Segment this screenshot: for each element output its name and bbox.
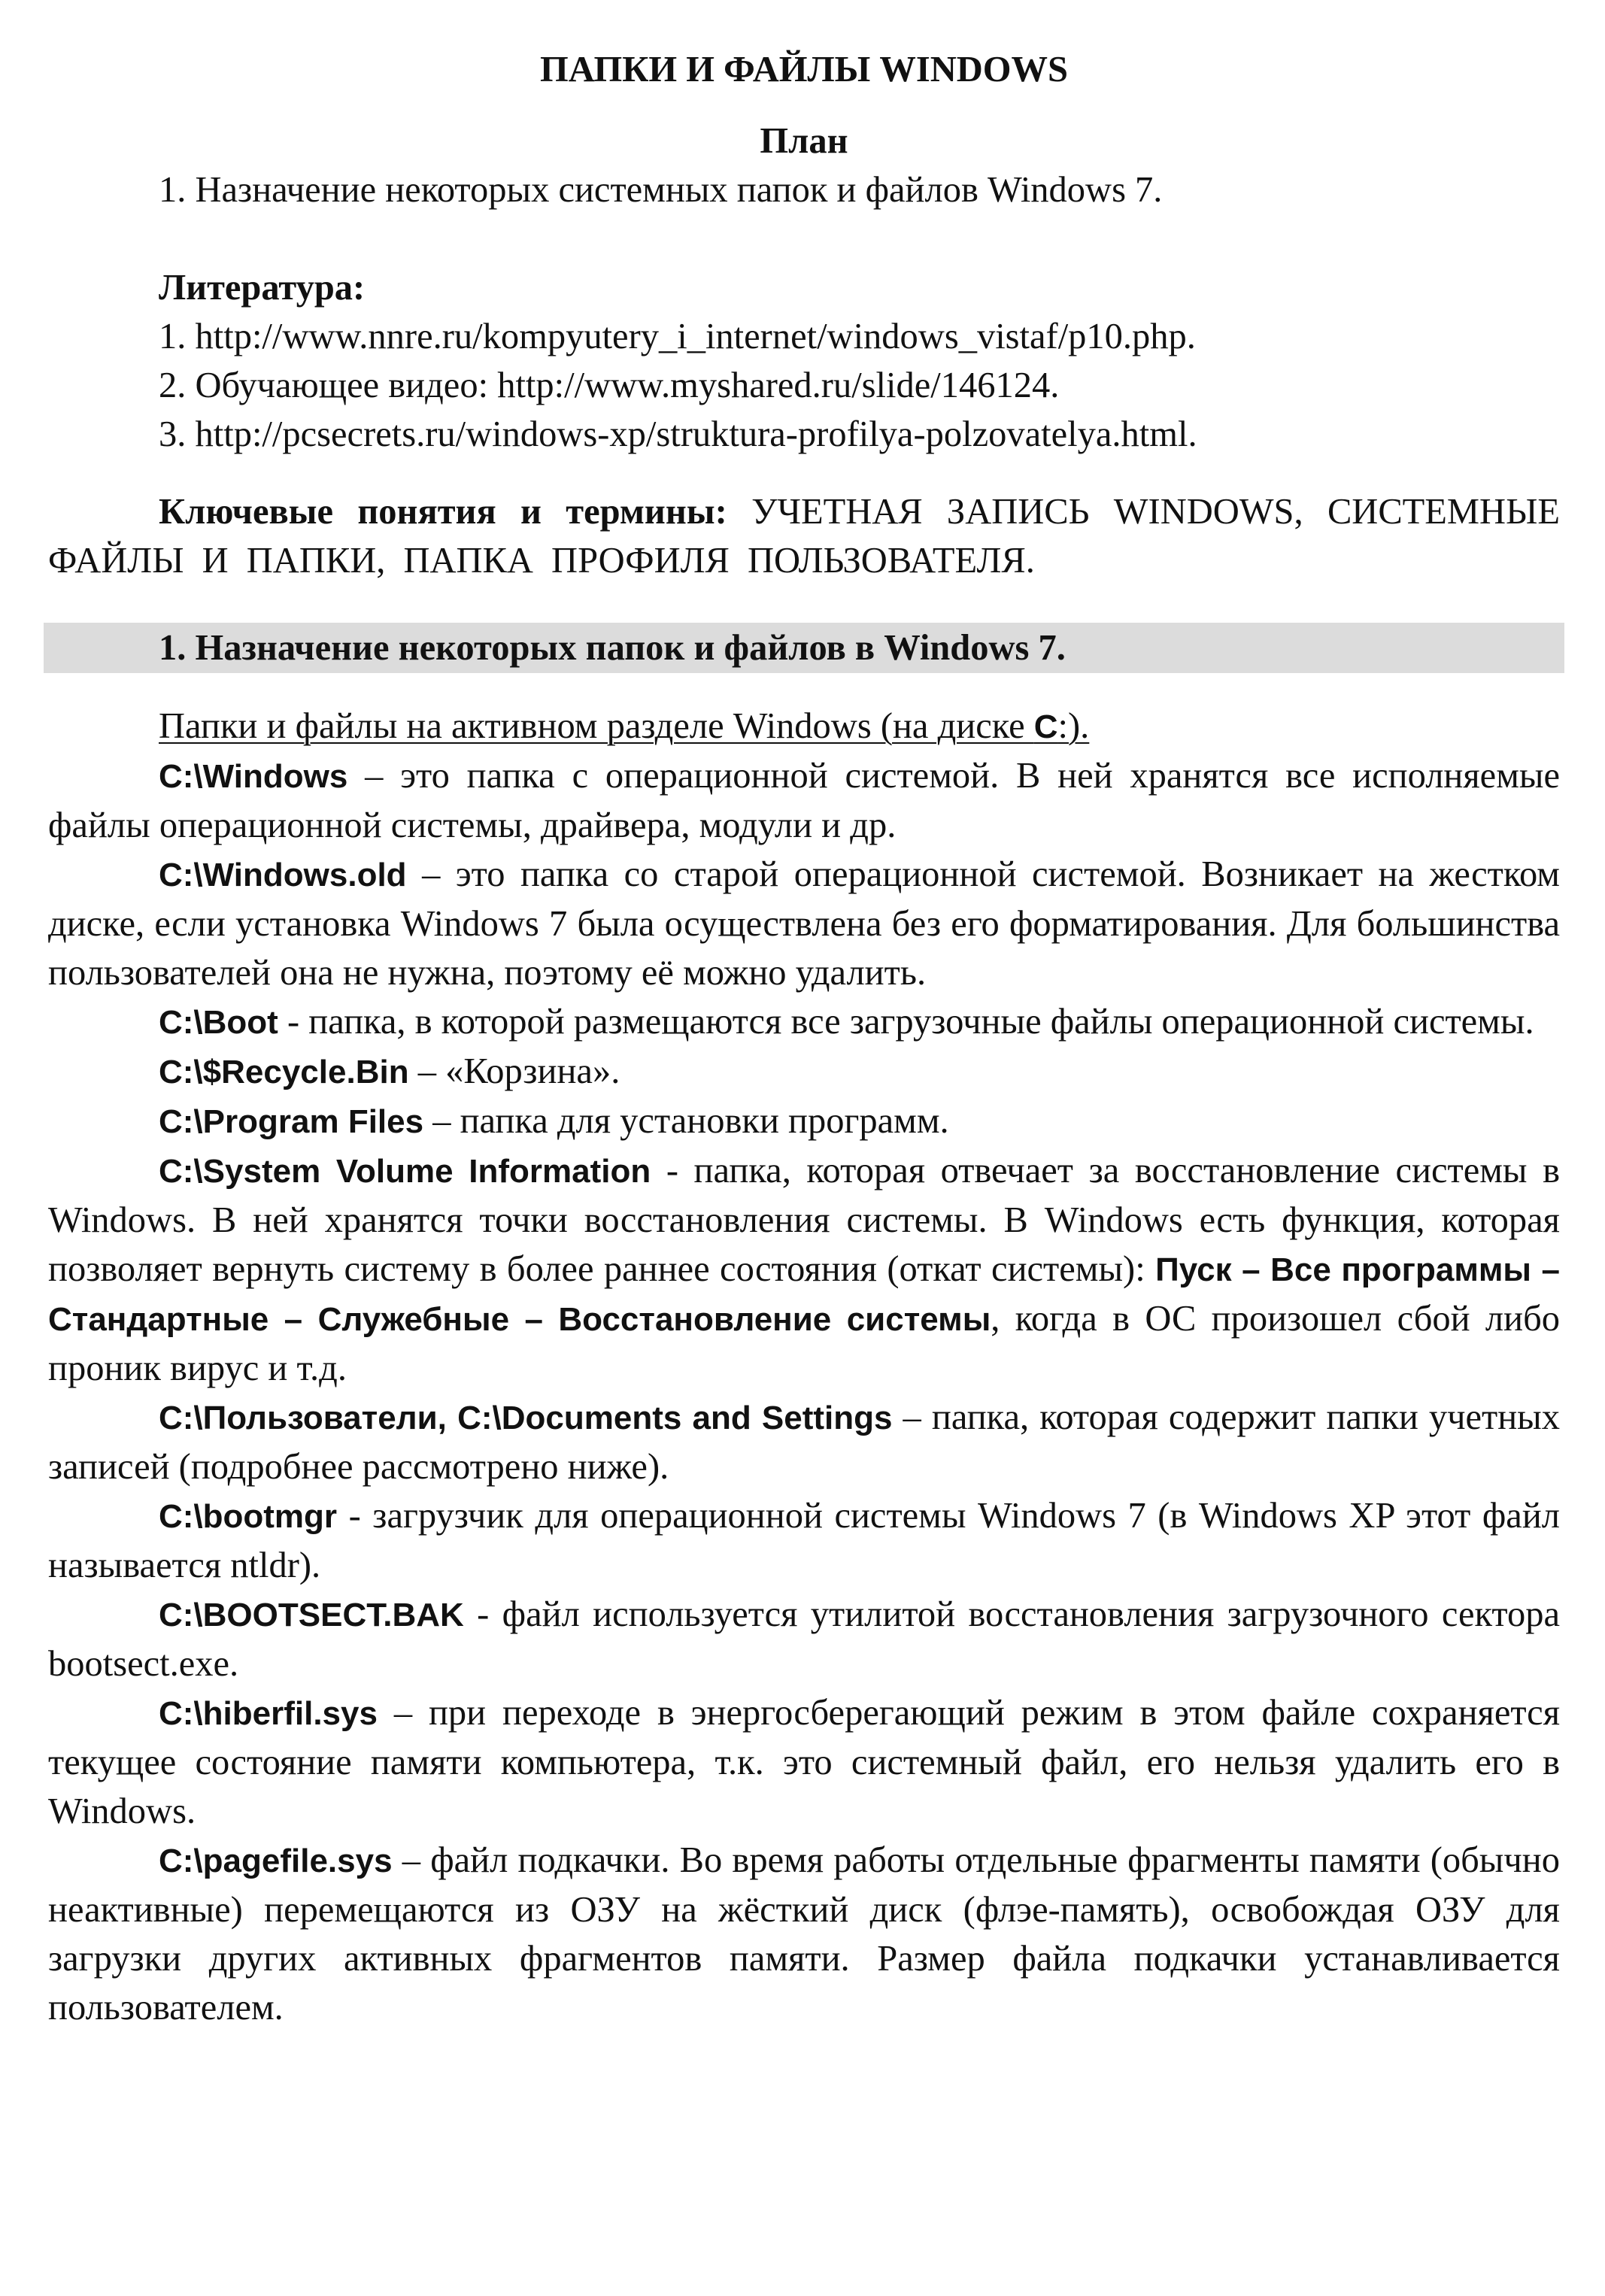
entry-text: – «Корзина».	[408, 1051, 620, 1091]
keywords-label: Ключевые понятия и термины:	[159, 492, 727, 532]
entry-menu-path: Пуск – Все программы – Стандартные – Служебные – Восстановление системы	[48, 1251, 1560, 1338]
entry-text: - загрузчик для операционной системы Windows 7 (в Windows XP этот файл называется ntldr).	[48, 1496, 1560, 1585]
entry-windows-old	[48, 850, 1560, 997]
literature-item: 1. http://www.nnre.ru/kompyutery_i_internet/windows_vistaf/p10.php.	[159, 317, 1196, 356]
entry-pagefile	[48, 1836, 1560, 2032]
entry-term: C:\Boot	[159, 1004, 278, 1041]
plan-item: 1. Назначение некоторых системных папок и файлов Windows 7.	[159, 170, 1163, 210]
entry-users	[48, 1393, 1560, 1491]
literature-heading: Литература:	[159, 268, 366, 308]
spacer	[48, 214, 1560, 263]
entry-term: C:\Program Files	[159, 1103, 424, 1140]
entry-text: – при переходе в энергосберегающий режим в этом файле сохраняется текущее состояние памяти компьютера, т.к. это системный файл, его нельзя удалить его в Windows.	[48, 1693, 1560, 1831]
entry-text: – это папка с операционной системой. В ней хранятся все исполняемые файлы операционной системы, драйвера, модули и др.	[48, 756, 1560, 845]
subheading-suffix: :).	[1057, 706, 1090, 746]
spacer	[48, 585, 1560, 623]
entry-text: - папка, в которой размещаются все загрузочные файлы операционной системы.	[278, 1002, 1534, 1042]
entry-text: - файл используется утилитой восстановления загрузочного сектора bootsect.exe.	[48, 1594, 1560, 1684]
entry-term: C:\BOOTSECT.BAK	[159, 1597, 464, 1633]
entry-term: C:\Windows.old	[159, 857, 407, 893]
keywords-paragraph	[48, 487, 1560, 585]
entry-system-volume-information	[48, 1146, 1560, 1393]
literature-item: 2. Обучающее видео: http://www.myshared.ru/slide/146124.	[159, 365, 1060, 405]
entry-bootsect-bak	[48, 1590, 1560, 1688]
subheading	[48, 702, 1560, 751]
entry-windows	[48, 751, 1560, 850]
section-heading: 1. Назначение некоторых папок и файлов в Windows 7.	[44, 623, 1564, 673]
literature-item: 3. http://pcsecrets.ru/windows-xp/struktura-profilya-polzovatelya.html.	[159, 414, 1197, 454]
document-title: ПАПКИ И ФАЙЛЫ WINDOWS	[540, 50, 1068, 89]
keywords-text: УЧЕТНАЯ ЗАПИСЬ WINDOWS, СИСТЕМНЫЕ ФАЙЛЫ И ПАПКИ, ПАПКА ПРОФИЛЯ ПОЛЬЗОВАТЕЛЯ.	[48, 492, 1560, 581]
entry-recycle-bin	[48, 1047, 1560, 1096]
entry-bootmgr	[48, 1491, 1560, 1590]
entry-text: – папка, которая содержит папки учетных записей (подробнее рассмотрено ниже).	[48, 1397, 1560, 1487]
entry-boot	[48, 997, 1560, 1047]
entry-text: - папка, которая отвечает за восстановление системы в Windows. В ней хранятся точки восстановления системы. В Windows есть функция, которая позволяет вернуть систему в более раннее состояния (откат системы):	[48, 1151, 1560, 1289]
entry-hiberfil	[48, 1688, 1560, 1836]
entry-text: – это папка со старой операционной системой. Возникает на жестком диске, если установка Windows 7 была осуществлена без его форматирования. Для большинства пользователей она не нужна, поэтому её можно удалить.	[48, 854, 1560, 993]
entry-term: C:\Пользователи, C:\Documents and Settings	[159, 1400, 893, 1436]
entry-term: C:\hiberfil.sys	[159, 1695, 378, 1732]
entry-text: – файл подкачки. Во время работы отдельные фрагменты памяти (обычно неактивные) перемещаются из ОЗУ на жёсткий диск (флэе-память), освобождая ОЗУ для загрузки других активных фрагментов памяти. Размер файла подкачки устанавливается пользователем.	[48, 1840, 1560, 2028]
entry-term: C:\bootmgr	[159, 1498, 338, 1535]
entry-text: – папка для установки программ.	[423, 1101, 949, 1141]
document-page	[48, 45, 1560, 2032]
plan-heading: План	[760, 121, 848, 161]
entry-program-files	[48, 1096, 1560, 1146]
subheading-text: Папки и файлы на активном разделе Windows (на диске	[159, 706, 1034, 746]
entry-term: C:\Windows	[159, 758, 348, 795]
entry-term: C:\$Recycle.Bin	[159, 1054, 409, 1090]
entry-term: C:\pagefile.sys	[159, 1843, 393, 1879]
entry-tail: , когда в ОС произошел сбой либо проник вирус и т.д.	[48, 1299, 1560, 1388]
entry-term: C:\System Volume Information	[159, 1153, 651, 1190]
drive-letter: C	[1033, 708, 1058, 745]
